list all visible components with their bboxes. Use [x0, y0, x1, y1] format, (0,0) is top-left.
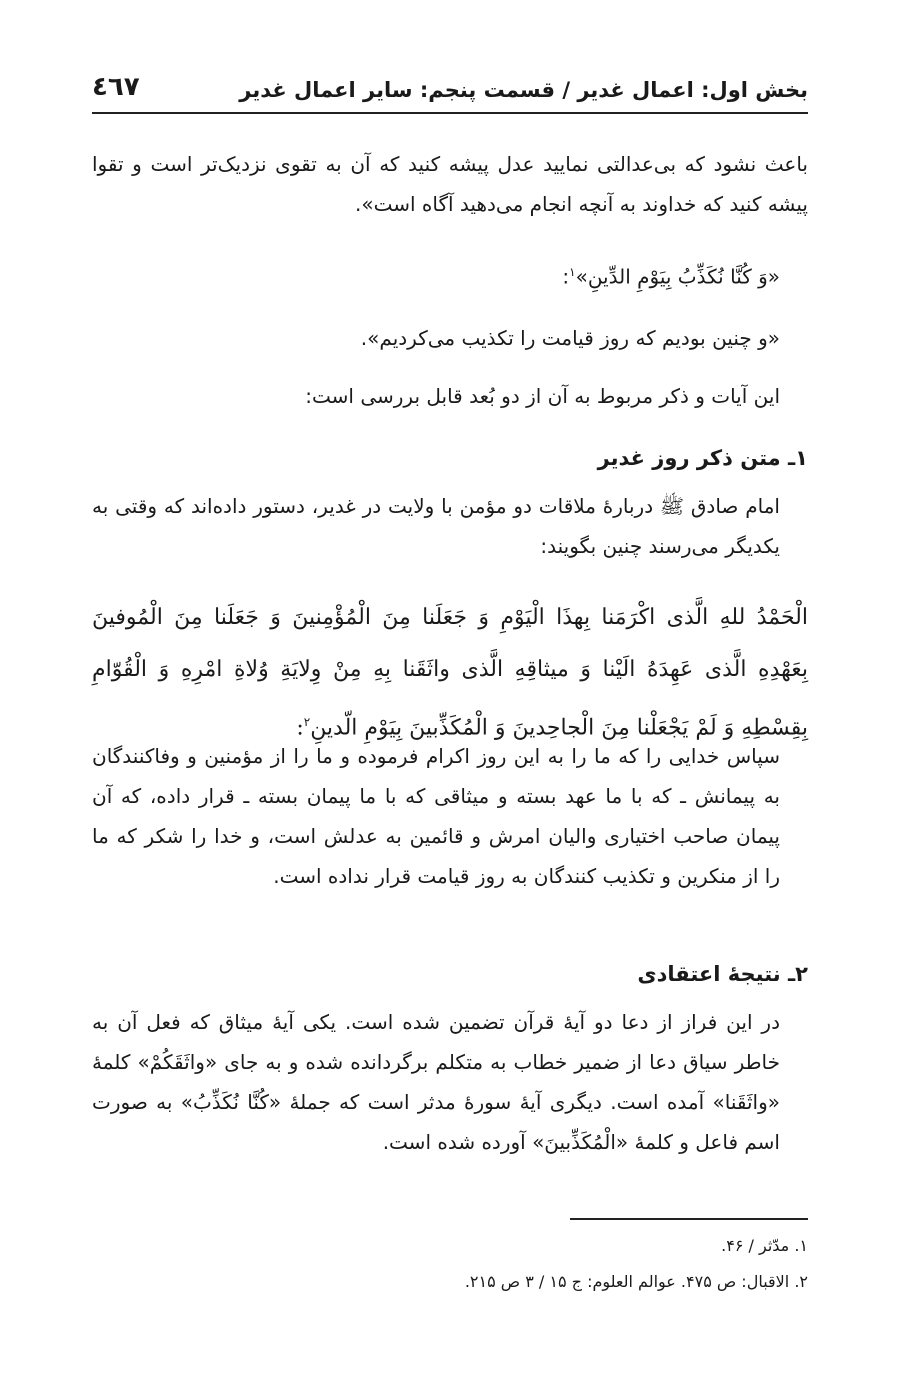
verse-colon: :: [562, 264, 570, 289]
footnote-ref-1: ۱: [569, 265, 576, 279]
paragraph-3: امام صادق ﷺ دربارهٔ ملاقات دو مؤمن با ولایت در غدیر، دستور داده‌اند که وقتی به یکدیگر می‌رسند چنین بگویند:: [92, 494, 780, 558]
paragraph-1: باعث نشود که بی‌عدالتی نمایید عدل پیشه کنید که آن به تقوی نزدیک‌تر است و تقوا پیشه کنید که خداوند به آنچه انجام می‌دهید آگاه است».: [92, 152, 808, 216]
footnote-separator: [570, 1218, 808, 1220]
quran-verse: [92, 252, 808, 297]
arabic-supplication: [92, 592, 808, 754]
running-title: بخش اول: اعمال غدیر / قسمت پنجم: سایر اعمال غدیر: [239, 78, 808, 102]
page-header: [92, 72, 808, 114]
verse-translation: «و چنین بودیم که روز قیامت را تکذیب می‌کردیم».: [360, 326, 780, 350]
page-number: ٤٦٧: [92, 72, 140, 102]
paragraph-2: این آیات و ذکر مربوط به آن از دو بُعد قابل بررسی است:: [305, 384, 780, 408]
section-heading-1: ۱ـ متن ذکر روز غدیر: [597, 446, 808, 470]
footnote-ref-2: ۲: [303, 715, 311, 729]
section-heading-2: ۲ـ نتیجهٔ اعتقادی: [637, 962, 808, 986]
footnote-2: ۲. الاقبال: ص ۴۷۵. عوالم العلوم: ج ۱۵ / ۳ ص ۲۱۵.: [464, 1272, 808, 1291]
paragraph-5: در این فراز از دعا دو آیهٔ قرآن تضمین شده است. یکی آیهٔ میثاق که فعل آن به خاطر سیاق دعا از ضمیر خطاب به متکلم برگردانده شده و به جای «واثَقَکُمْ» کلمهٔ «واثَقَنا» آمده است. دیگری آیهٔ سورهٔ مدثر است که جملهٔ «کُنَّا نُکَذِّبُ» به صورت اسم فاعل و کلمهٔ «الْمُکَذِّبینَ» آورده شده است.: [92, 1010, 780, 1154]
paragraph-4: سپاس خدایی را که ما را به این روز اکرام فرموده و ما را از مؤمنین و وفاکنندگان به پیمانش ـ که با ما عهد بسته و میثاقی که با ما پیمان بسته ـ قرار داده، که آن پیمان صاحب اختیاری والیان امرش و قائمین به عدلش است، و خدا را شکر که ما را از منکرین و تکذیب کنندگان به روز قیامت قرار نداده است.: [92, 744, 780, 888]
arabic-colon: :: [296, 715, 304, 741]
verse-text: «وَ کُنَّا نُکَذِّبُ بِیَوْمِ الدِّینِ»: [575, 264, 780, 289]
footnote-1: ۱. مدّثر / ۴۶.: [721, 1236, 808, 1255]
arabic-text: الْحَمْدُ للهِ الَّذی اکْرَمَنا بِهذَا الْیَوْمِ وَ جَعَلَنا مِنَ الْمُؤْمِنینَ وَ جَعَلَنا مِنَ الْمُوفینَ بِعَهْدِهِ الَّذی عَهِدَهُ الَیْنا وَ میثاقِهِ الَّذی واثَقَنا بِهِ مِنْ وِلایَةِ وُلاةِ امْرِهِ وَ الْقُوّامِ بِقِسْطِهِ وَ لَمْ یَجْعَلْنا مِنَ الْجاحِدینَ وَ الْمُکَذِّبینَ بِیَوْمِ الّدینِ: [92, 605, 808, 741]
